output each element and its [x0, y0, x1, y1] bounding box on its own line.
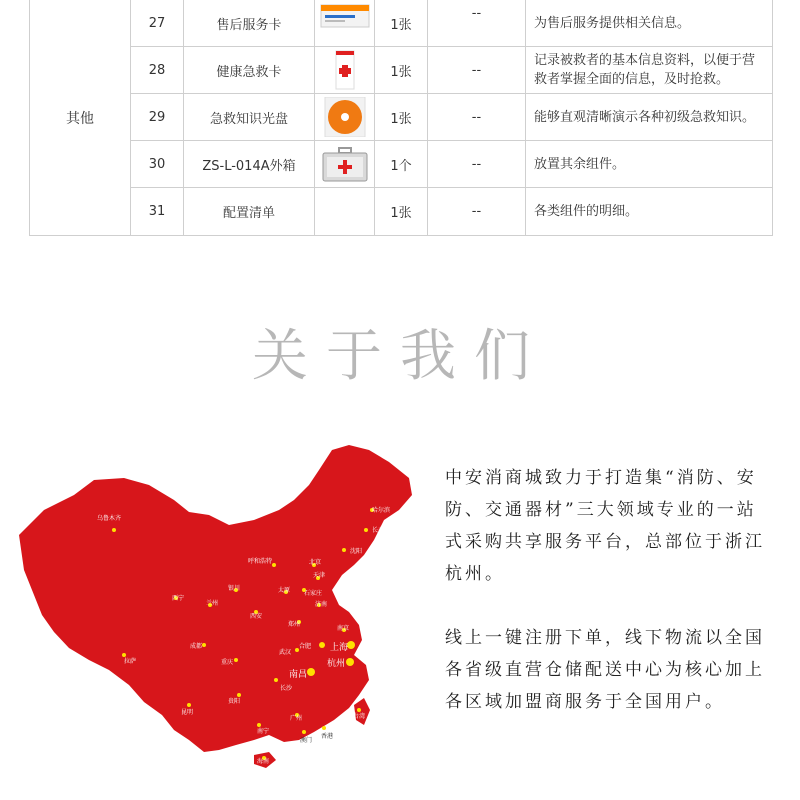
row-number: 29 — [131, 94, 184, 140]
row-desc: 各类组件的明细。 — [534, 204, 639, 219]
city-label: 长春 — [372, 527, 385, 534]
city-label: 北京 — [309, 559, 322, 566]
row-qty: 1张 — [375, 47, 428, 93]
row-number: 31 — [131, 188, 184, 235]
case-icon — [319, 144, 371, 184]
row-qty: 1张 — [375, 94, 428, 140]
city-label: 天津 — [313, 572, 326, 579]
row-spec: -- — [428, 47, 526, 93]
china-map — [14, 440, 424, 770]
city-marker-kunming — [187, 703, 191, 707]
first-aid-card-icon — [319, 50, 371, 90]
city-marker-wuhan — [295, 648, 299, 652]
city-label: 沈阳 — [350, 548, 363, 555]
city-label: 银川 — [228, 585, 241, 592]
city-marker-hohhot — [272, 563, 276, 567]
city-label: 澳门 — [300, 737, 313, 744]
city-marker-nanning — [257, 723, 261, 727]
about-text — [445, 462, 775, 750]
city-label: 南昌 — [289, 670, 308, 680]
about-paragraph-1: 中安消商城致力于打造集“消防、安防、交通器材”三大领域专业的一站式采购共享服务平台，总部位于浙江杭州。 — [445, 468, 765, 584]
table-row — [131, 47, 773, 94]
city-label: 成都 — [190, 643, 203, 650]
row-number: 27 — [131, 0, 184, 46]
row-number: 30 — [131, 141, 184, 187]
city-label: 太原 — [278, 587, 291, 594]
cd-icon — [319, 97, 371, 137]
table-row — [131, 141, 773, 188]
city-marker-shenyang — [342, 548, 346, 552]
city-marker-changsha — [274, 678, 278, 682]
city-label: 拉萨 — [124, 658, 137, 665]
component-table — [29, 0, 773, 236]
city-marker-lhasa — [122, 653, 126, 657]
row-spec: -- — [428, 0, 526, 46]
city-label: 台湾 — [353, 713, 366, 720]
row-qty: 1个 — [375, 141, 428, 187]
city-label: 西宁 — [172, 595, 185, 602]
city-marker-hongkong — [322, 726, 326, 730]
city-label: 济南 — [315, 601, 328, 608]
map-taiwan — [354, 698, 370, 725]
row-name: 急救知识光盘 — [184, 94, 315, 140]
city-marker-chengdu — [202, 643, 206, 647]
city-label: 杭州 — [327, 659, 346, 669]
row-image — [315, 141, 375, 187]
row-desc: 能够直观清晰演示各种初级急救知识。 — [534, 109, 756, 125]
city-marker-chongqing — [234, 658, 238, 662]
city-label: 上海 — [330, 643, 349, 653]
city-marker-hefei — [319, 642, 325, 648]
city-marker-hangzhou — [346, 658, 354, 666]
row-name: 配置清单 — [184, 188, 315, 235]
city-label: 昆明 — [181, 709, 194, 716]
city-label: 呼和浩特 — [248, 558, 273, 565]
table-row — [131, 94, 773, 141]
row-name: 售后服务卡 — [184, 0, 315, 46]
row-desc: 为售后服务提供相关信息。 — [534, 15, 691, 31]
city-label: 重庆 — [221, 659, 234, 666]
row-name: 健康急救卡 — [184, 47, 315, 93]
group-cell-other — [30, 0, 131, 235]
city-label: 武汉 — [279, 649, 292, 656]
table-row — [131, 0, 773, 47]
city-marker-shanghai — [347, 641, 355, 649]
row-image — [315, 94, 375, 140]
city-label: 乌鲁木齐 — [97, 515, 122, 522]
row-name: ZS-L-014A外箱 — [184, 141, 315, 187]
city-label: 兰州 — [206, 600, 219, 607]
city-label: 长沙 — [280, 685, 293, 692]
city-label: 合肥 — [299, 643, 312, 650]
about-title: 关于我们 — [252, 324, 548, 389]
city-marker-macau — [302, 730, 306, 734]
city-marker-changchun — [364, 528, 368, 532]
city-marker-urumqi — [112, 528, 116, 532]
row-desc: 记录被救者的基本信息资料，以便于营救者掌握全面的信息，及时抢救。 — [534, 53, 756, 87]
map-mainland — [19, 445, 412, 752]
about-paragraph-2: 线上一键注册下单，线下物流以全国各省级直营仓储配送中心为核心加上各区域加盟商服务于全国用户。 — [445, 628, 765, 712]
row-qty: 1张 — [375, 188, 428, 235]
city-label: 海南 — [257, 758, 270, 765]
city-label: 石家庄 — [304, 590, 323, 597]
city-marker-taiwan — [357, 708, 361, 712]
row-spec: -- — [428, 94, 526, 140]
city-label: 南宁 — [257, 728, 270, 735]
row-image — [315, 0, 375, 46]
row-qty: 1张 — [375, 0, 428, 46]
city-label: 哈尔滨 — [372, 507, 391, 514]
city-label: 贵阳 — [228, 698, 241, 705]
group-label: 其他 — [66, 110, 94, 127]
city-label: 郑州 — [288, 621, 301, 628]
city-label: 西安 — [250, 613, 263, 620]
city-marker-nanchang — [307, 668, 315, 676]
row-desc: 放置其余组件。 — [534, 156, 626, 172]
row-image — [315, 188, 375, 235]
row-spec: -- — [428, 188, 526, 235]
table-row — [131, 188, 773, 235]
row-image — [315, 47, 375, 93]
city-label: 南京 — [337, 625, 350, 632]
row-spec: -- — [428, 141, 526, 187]
city-label: 香港 — [321, 733, 334, 740]
card-icon — [319, 3, 371, 43]
city-label: 广州 — [290, 715, 303, 722]
city-marker-guiyang — [237, 693, 241, 697]
row-number: 28 — [131, 47, 184, 93]
